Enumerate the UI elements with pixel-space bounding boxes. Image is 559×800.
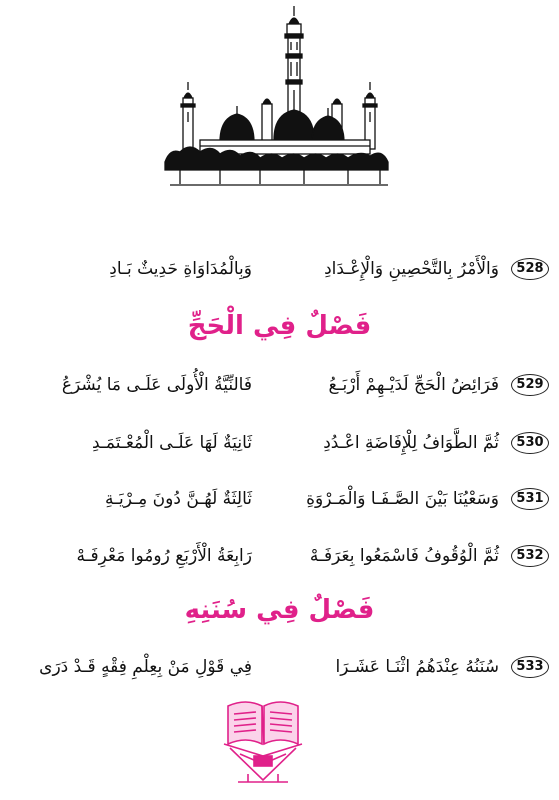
verse-row <box>0 254 559 288</box>
verse-number: 531 <box>511 488 549 510</box>
verse-first-hemistich: فَرَائِضُ الْحَجِّ لَدَيْـهِمْ أَرْبَـعُ <box>328 375 499 395</box>
verse-number: 530 <box>511 432 549 454</box>
verse-number: 529 <box>511 374 549 396</box>
verse-row <box>0 370 559 404</box>
verse-first-hemistich: سُنَنُهُ عِنْدَهُمُ اثْنَـا عَشَـرَا <box>335 657 499 677</box>
mosque-illustration <box>160 2 390 192</box>
verse-number: 532 <box>511 545 549 567</box>
verse-first-hemistich: ثُمَّ الْوُقُوفُ فَاسْمَعُوا بِعَرَفَـهْ <box>309 546 499 566</box>
verse-row <box>0 484 559 518</box>
verse-number: 528 <box>511 258 549 280</box>
verse-second-hemistich: فِي قَوْلِ مَنْ بِعِلْمِ فِقْهٍ قَـدْ دَرَى <box>39 657 252 677</box>
verse-first-hemistich: وَالْأَمْرُ بِالتَّحْصِينِ وَالْإِعْـدَادِ <box>324 259 499 279</box>
verse-second-hemistich: وَبِالْمُدَاوَاةِ حَدِيثٌ بَـادِ <box>109 259 252 279</box>
section-heading-hajj: فَصْلٌ فِي الْحَجِّ <box>187 311 372 341</box>
verse-first-hemistich: وَسَعْيُنَا بَيْنَ الصَّـفَـا وَالْمَـرْوَةِ <box>306 489 499 509</box>
verse-second-hemistich: رَابِعَةُ الْأَرْبَعِ رُومُوا مَعْرِفَـهْ <box>76 546 252 566</box>
quran-stand-icon <box>218 694 308 786</box>
verse-row <box>0 541 559 575</box>
verse-number: 533 <box>511 656 549 678</box>
verse-row <box>0 428 559 462</box>
verse-row <box>0 652 559 686</box>
verse-first-hemistich: ثُمَّ الطَّوَافُ لِلْإِفَاضَةِ اعْـدُدِ <box>323 433 499 453</box>
section-heading-sunan: فَصْلٌ فِي سُنَنِهِ <box>184 595 375 625</box>
verse-second-hemistich: فَالنِّيَّةُ الْأُولَى عَلَـى مَا يُشْرَعُ <box>61 375 252 395</box>
verse-second-hemistich: ثَالِثَةٌ لَهُـنَّ دُونَ مِـرْيَـةِ <box>104 489 252 509</box>
verse-second-hemistich: ثَانِيَةٌ لَهَا عَلَـى الْمُعْـتَمَـدِ <box>92 433 252 453</box>
